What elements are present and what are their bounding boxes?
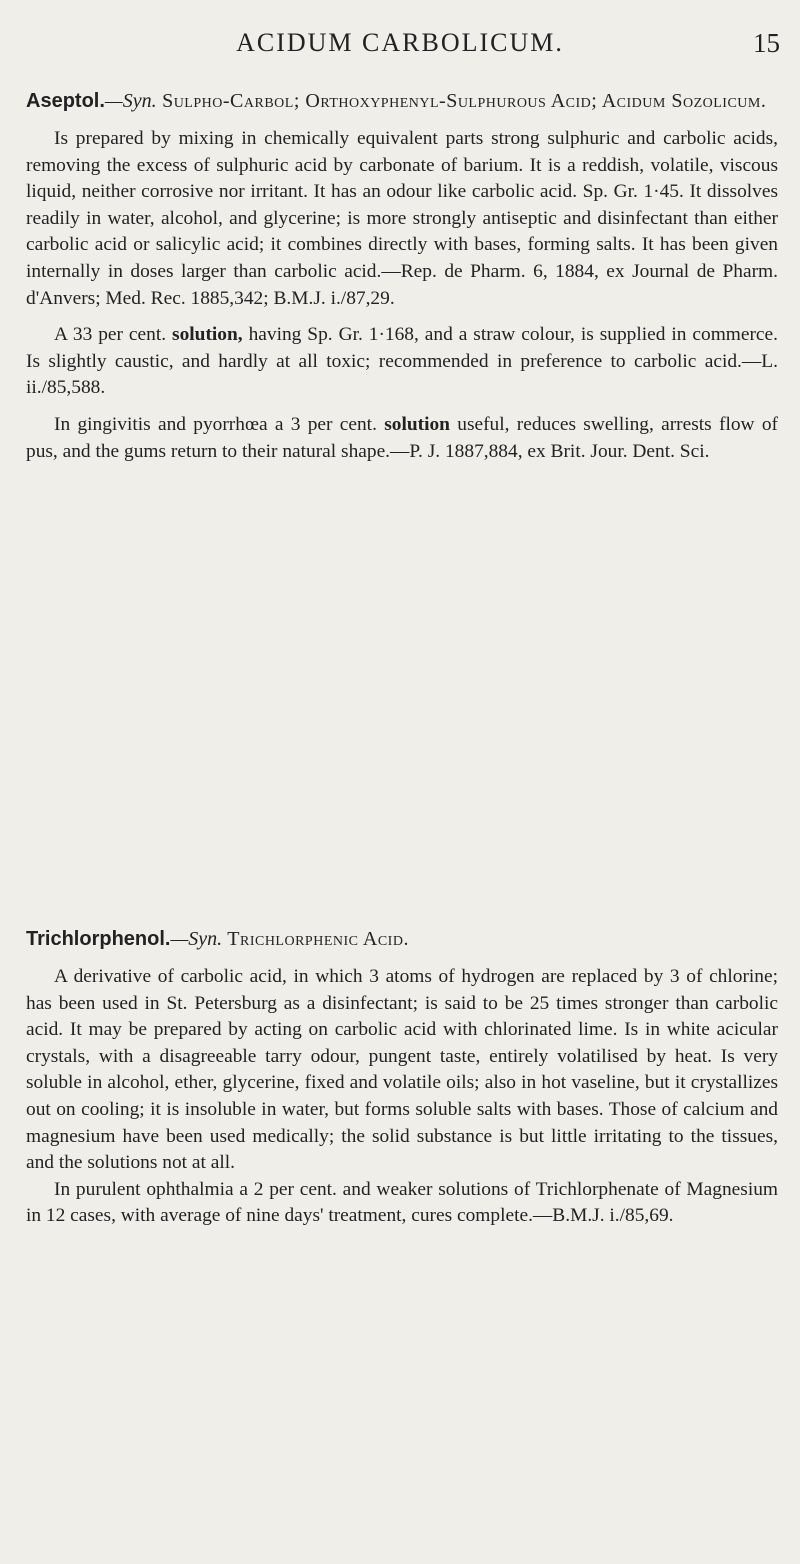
spacer bbox=[26, 116, 778, 126]
aseptol-syn-label: —Syn. bbox=[104, 90, 157, 112]
aseptol-gingivitis-pre: In gingivitis and pyorrhœa a 3 per cent. bbox=[54, 413, 385, 435]
spacer bbox=[26, 312, 778, 322]
aseptol-gingivitis-post: useful, reduces swelling, arrests flow of pus, and the gums return to their natural shape.—P. J. 1887,884, ex Brit. Jour. Dent. Sci. bbox=[26, 413, 778, 462]
aseptol-description: Is prepared by mixing in chemically equivalent parts strong sulphuric and carbolic acids, removing the excess of sulphuric acid by carbonate of barium. It is a reddish, volatile, viscous liquid, neither corrosive nor irritant. It has an odour like carbolic acid. Sp. Gr. 1·45. It dissolves readily in water, alcohol, and glycerine; is more strongly antiseptic and disinfectant than either carbolic acid or salicylic acid; it combines directly with bases, forming salts. It has been given internally in doses larger than carbolic acid.—Rep. de Pharm. 6, 1884, ex Journal de Pharm. d'Anvers; Med. Rec. 1885,342; B.M.J. i./87,29. bbox=[26, 128, 778, 309]
trichlorphenol-description: A derivative of carbolic acid, in which 3 atoms of hydrogen are replaced by 3 of chlorine; has been used in St. Petersburg as a disinfectant; is said to be 25 times stronger than carbolic acid. It may be prepared by acting on carbolic acid with chlorinated lime. Is in white acicular crystals, with a disagreeable tarry odour, pungent taste, entirely volatilised by heat. Is very soluble in alcohol, ether, glycerine, fixed and volatile oils; also in hot vaseline, but it crystallizes out on cooling; it is insoluble in water, but forms soluble salts with bases. Those of calcium and magnesium have been used medically; the solid substance is but little irritating to the tissues, and the solutions not at all. bbox=[26, 966, 778, 1174]
aseptol-gingivitis-paragraph bbox=[26, 412, 778, 465]
aseptol-solution-pre: A 33 per cent. bbox=[54, 324, 173, 346]
page-header bbox=[0, 28, 800, 68]
aseptol-solution-paragraph bbox=[26, 322, 778, 402]
aseptol-solution-post: having Sp. Gr. 1·168, and a straw colour, is supplied in commerce. Is slightly caustic, and hardly at all toxic; recommended in preference to carbolic acid.—L. ii./85,588. bbox=[26, 324, 778, 399]
aseptol-heading bbox=[26, 86, 778, 116]
trichlorphenol-ophthalmia-paragraph: In purulent ophthalmia a 2 per cent. and weaker solutions of Trichlorphenate of Magnesium in 12 cases, with average of nine days' treatment, cures complete.—B.M.J. i./85,69. bbox=[26, 1178, 778, 1227]
page-number: 15 bbox=[753, 28, 780, 58]
aseptol-gingivitis-keyword: solution bbox=[384, 413, 450, 435]
trichlorphenol-headword: Trichlorphenol. bbox=[26, 928, 171, 950]
aseptol-entry bbox=[26, 86, 778, 465]
aseptol-solution-keyword: solution, bbox=[172, 324, 243, 346]
spacer bbox=[26, 402, 778, 412]
trichlorphenol-synonyms: Trichlorphenic Acid. bbox=[222, 928, 409, 950]
aseptol-synonyms: Sulpho-Carbol; Orthoxyphenyl-Sulphurous Acid; Acidum Sozolicum. bbox=[156, 90, 767, 112]
aseptol-headword: Aseptol. bbox=[26, 90, 105, 112]
trichlorphenol-entry bbox=[26, 924, 778, 1230]
running-title: ACIDUM CARBOLICUM. bbox=[236, 28, 564, 57]
trichlorphenol-heading bbox=[26, 924, 778, 954]
spacer bbox=[26, 954, 778, 964]
trichlorphenol-syn-label: —Syn. bbox=[170, 928, 223, 950]
